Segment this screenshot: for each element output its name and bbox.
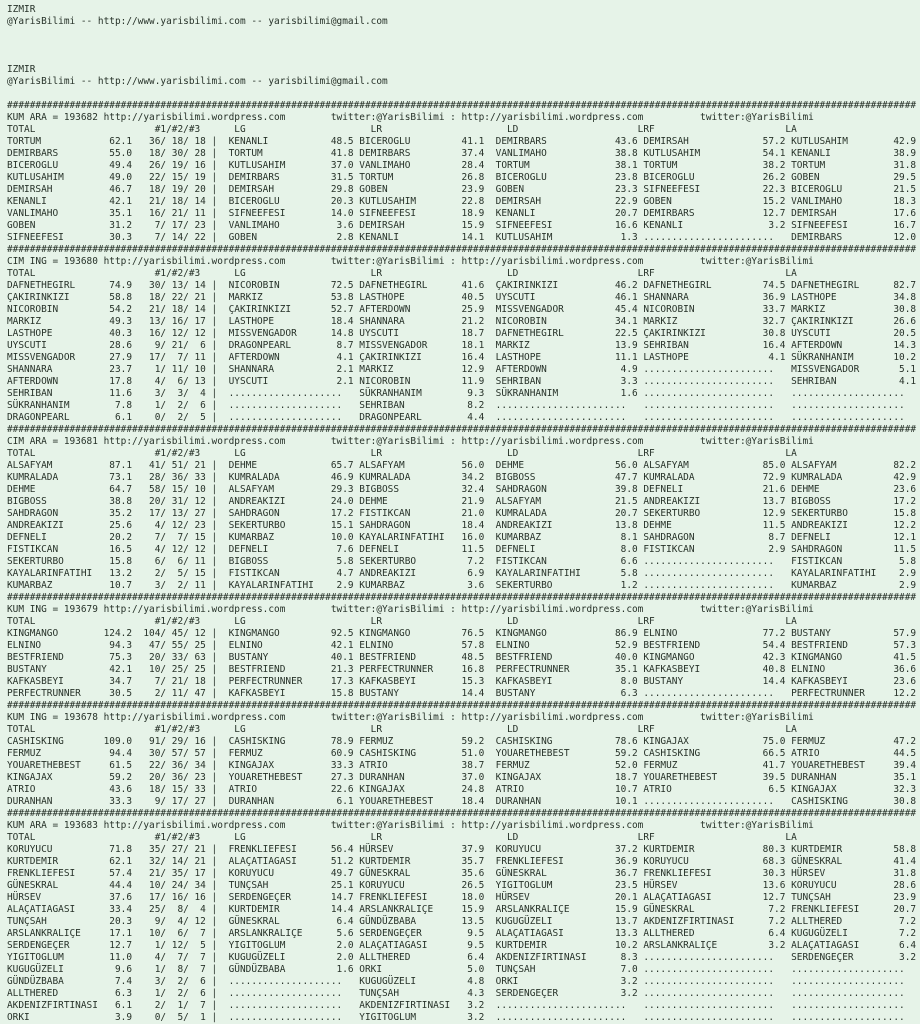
stats-row: BIGBOSS 38.8 20/ 31/ 12 | ANDREAKIZI 24.0 DEHME 21.9 ALSAFYAM 21.5 ANDREAKIZI 13.7 BIGBOSS 17.2 [7, 496, 917, 507]
stats-row: MISSVENGADOR 27.9 17/ 7/ 11 | AFTERDOWN 4.1 ÇAKIRINKIZI 16.4 LASTHOPE 11.1 LASTHOPE 4.1 SÜKRANHANIM 10.2 [7, 352, 917, 363]
column-header: TOTAL #1/#2/#3 LG LR LD LRF LA [7, 448, 797, 459]
masthead-city: IZMIR [7, 4, 36, 15]
stats-row: NICOROBIN 54.2 21/ 18/ 14 | ÇAKIRINKIZI 52.7 AFTERDOWN 25.9 MISSVENGADOR 45.4 NICOROBIN 33.7 MARKIZ 30.8 [7, 304, 917, 315]
masthead-contact: @YarisBilimi -- http://www.yarisbilimi.com -- yarisbilimi@gmail.com [7, 16, 388, 27]
stats-row: UYSCUTI 28.6 9/ 21/ 6 | DRAGONPEARL 8.7 MISSVENGADOR 18.1 MARKIZ 13.9 SEHRIBAN 16.4 AFTERDOWN 14.3 [7, 340, 917, 351]
stats-row: CASHISKING 109.0 91/ 29/ 16 | CASHISKING 78.9 FERMUZ 59.2 CASHISKING 78.6 KINGAJAX 75.0 FERMUZ 47.2 [7, 736, 917, 747]
stats-row: ORKI 3.9 0/ 5/ 1 | .................... YIGITOGLUM 3.2 ....................... ....................... .................... [7, 1012, 917, 1023]
stats-row: ATRIO 43.6 18/ 15/ 33 | ATRIO 22.6 KINGAJAX 24.8 ATRIO 10.7 ATRIO 6.5 KINGAJAX 32.3 [7, 784, 917, 795]
stats-row: KAFKASBEYI 34.7 7/ 21/ 18 | PERFECTRUNNER 17.3 KAFKASBEYI 15.3 KAFKASBEYI 8.0 BUSTANY 14.4 KAFKASBEYI 23.6 [7, 676, 917, 687]
stats-row: KINGAJAX 59.2 20/ 36/ 23 | YOUARETHEBEST 27.3 DURANHAN 37.0 KINGAJAX 18.7 YOUARETHEBEST 39.5 DURANHAN 35.1 [7, 772, 917, 783]
stats-row: BICEROGLU 49.4 26/ 19/ 16 | KUTLUSAHIM 37.0 VANLIMAHO 28.4 TORTUM 38.1 TORTUM 38.2 TORTUM 31.8 [7, 160, 917, 171]
race-section-193681 [7, 424, 920, 592]
stats-row: SÜKRANHANIM 7.8 1/ 2/ 6 | .................... SEHRIBAN 8.2 ....................... ....................... .................... [7, 400, 917, 411]
stats-row: SHANNARA 23.7 1/ 11/ 10 | SHANNARA 2.1 MARKIZ 12.9 AFTERDOWN 4.9 ....................... MISSVENGADOR 5.1 [7, 364, 917, 375]
masthead-city: IZMIR [7, 64, 36, 75]
stats-row: KAYALARINFATIHI 13.2 2/ 5/ 15 | FISTIKCAN 4.7 ANDREAKIZI 6.9 KAYALARINFATIHI 5.8 ....................... KAYALARINFATIHI 2.9 [7, 568, 917, 579]
hash-divider: ################################################################################################################################################################ [7, 424, 917, 435]
stats-row: KUMARBAZ 10.7 3/ 2/ 11 | KAYALARINFATIHI 2.9 KUMARBAZ 3.6 SEKERTURBO 1.2 ....................... KUMARBAZ 2.9 [7, 580, 917, 591]
section-header: KUM ARA = 193682 http://yarisbilimi.wordpress.com twitter:@YarisBilimi : http://yarisbilimi.wordpress.com twitter:@YarisBilimi [7, 112, 814, 123]
stats-row: SEKERTURBO 15.8 6/ 6/ 11 | BIGBOSS 5.8 SEKERTURBO 7.2 FISTIKCAN 6.6 ....................... FISTIKCAN 5.8 [7, 556, 917, 567]
stats-row: SERDENGEÇER 12.7 1/ 12/ 5 | YIGITOGLUM 2.0 ALAÇATIAGASI 9.5 KURTDEMIR 10.2 ARSLANKRALIÇE 3.2 ALAÇATIAGASI 6.4 [7, 940, 917, 951]
hash-divider: ################################################################################################################################################################ [7, 100, 917, 111]
stats-row: SEHRIBAN 11.6 3/ 3/ 4 | .................... SÜKRANHANIM 9.3 SÜKRANHANIM 1.6 ....................... .................... [7, 388, 917, 399]
stats-row: ALLTHERED 6.3 1/ 2/ 6 | .................... TUNÇSAH 4.3 SERDENGEÇER 3.2 ....................... .................... [7, 988, 917, 999]
stats-row: TORTUM 62.1 36/ 18/ 18 | KENANLI 48.5 BICEROGLU 41.1 DEMIRBARS 43.6 DEMIRSAH 57.2 KUTLUSAHIM 42.9 [7, 136, 917, 147]
section-header: KUM ING = 193678 http://yarisbilimi.wordpress.com twitter:@YarisBilimi : http://yarisbilimi.wordpress.com twitter:@YarisBilimi [7, 712, 814, 723]
stats-row: DEMIRBARS 55.0 18/ 30/ 28 | TORTUM 41.8 DEMIRBARS 37.4 VANLIMAHO 38.8 KUTLUSAHIM 54.1 KENANLI 38.9 [7, 148, 917, 159]
hash-divider: ################################################################################################################################################################ [7, 244, 917, 255]
masthead-contact: @YarisBilimi -- http://www.yarisbilimi.com -- yarisbilimi@gmail.com [7, 76, 388, 87]
stats-row: BESTFRIEND 75.3 20/ 33/ 63 | BUSTANY 40.1 BESTFRIEND 48.5 BESTFRIEND 40.0 KINGMANGO 42.3 KINGMANGO 41.5 [7, 652, 917, 663]
column-header: TOTAL #1/#2/#3 LG LR LD LRF LA [7, 616, 797, 627]
stats-row: TUNÇSAH 20.3 9/ 4/ 12 | GÜNESKRAL 6.4 GÜNDÜZBABA 13.5 KUGUGÜZELI 13.7 AKDENIZFIRTINASI 7.2 ALLTHERED 7.2 [7, 916, 917, 927]
section-header: CIM ING = 193680 http://yarisbilimi.wordpress.com twitter:@YarisBilimi : http://yarisbilimi.wordpress.com twitter:@YarisBilimi [7, 256, 814, 267]
stats-row: KUGUGÜZELI 9.6 1/ 8/ 7 | GÜNDÜZBABA 1.6 ORKI 5.0 TUNÇSAH 7.0 ....................... .................... [7, 964, 917, 975]
stats-row: DEHME 64.7 58/ 15/ 10 | ALSAFYAM 29.3 BIGBOSS 32.4 SAHDRAGON 39.8 DEFNELI 21.6 DEHME 23.6 [7, 484, 917, 495]
race-section-193683 [7, 808, 920, 1024]
stats-row: YIGITOGLUM 11.0 4/ 7/ 7 | KUGUGÜZELI 2.0 ALLTHERED 6.4 AKDENIZFIRTINASI 8.3 ....................... SERDENGEÇER 3.2 [7, 952, 917, 963]
stats-row: LASTHOPE 40.3 16/ 12/ 12 | MISSVENGADOR 14.8 UYSCUTI 18.7 DAFNETHEGIRL 22.5 ÇAKIRINKIZI 30.8 UYSCUTI 20.5 [7, 328, 917, 339]
hash-divider: ################################################################################################################################################################ [7, 592, 917, 603]
stats-row: AKDENIZFIRTINASI 6.1 2/ 1/ 7 | .................... AKDENIZFIRTINASI 3.2 ....................... ....................... .................... [7, 1000, 917, 1011]
stats-row: FERMUZ 94.4 30/ 57/ 57 | FERMUZ 60.9 CASHISKING 51.0 YOUARETHEBEST 59.2 CASHISKING 66.5 ATRIO 44.5 [7, 748, 917, 759]
stats-row: BUSTANY 42.1 10/ 25/ 25 | BESTFRIEND 21.3 PERFECTRUNNER 16.8 PERFECTRUNNER 35.1 KAFKASBEYI 40.8 ELNINO 36.6 [7, 664, 917, 675]
stats-row: ALAÇATIAGASI 33.4 25/ 8/ 4 | KURTDEMIR 14.4 ARSLANKRALIÇE 15.9 ARSLANKRALIÇE 15.9 GÜNESKRAL 7.2 FRENKLIEFESI 20.7 [7, 904, 917, 915]
column-header: TOTAL #1/#2/#3 LG LR LD LRF LA [7, 832, 797, 843]
stats-row: FISTIKCAN 16.5 4/ 12/ 12 | DEFNELI 7.6 DEFNELI 11.5 DEFNELI 8.0 FISTIKCAN 2.9 SAHDRAGON 11.5 [7, 544, 917, 555]
column-header: TOTAL #1/#2/#3 LG LR LD LRF LA [7, 724, 797, 735]
stats-row: KURTDEMIR 62.1 32/ 14/ 21 | ALAÇATIAGASI 51.2 KURTDEMIR 35.7 FRENKLIEFESI 36.9 KORUYUCU 68.3 GÜNESKRAL 41.4 [7, 856, 917, 867]
column-header: TOTAL #1/#2/#3 LG LR LD LRF LA [7, 124, 797, 135]
race-sections [7, 100, 920, 1024]
stats-row: ÇAKIRINKIZI 58.8 18/ 22/ 21 | MARKIZ 53.8 LASTHOPE 40.5 UYSCUTI 46.1 SHANNARA 36.9 LASTHOPE 34.8 [7, 292, 917, 303]
race-section-193682 [7, 100, 920, 244]
race-section-193679 [7, 592, 920, 700]
stats-row: VANLIMAHO 35.1 16/ 21/ 11 | SIFNEEFESI 14.0 SIFNEEFESI 18.9 KENANLI 20.7 DEMIRBARS 12.7 DEMIRSAH 17.6 [7, 208, 917, 219]
column-header: TOTAL #1/#2/#3 LG LR LD LRF LA [7, 268, 797, 279]
stats-row: KUTLUSAHIM 49.0 22/ 15/ 19 | DEMIRBARS 31.5 TORTUM 26.8 BICEROGLU 23.8 BICEROGLU 26.2 GOBEN 29.5 [7, 172, 917, 183]
stats-row: GÜNESKRAL 44.4 10/ 24/ 34 | TUNÇSAH 25.1 KORUYUCU 26.5 YIGITOGLUM 23.5 HÜRSEV 13.6 KORUYUCU 28.6 [7, 880, 917, 891]
stats-row: SIFNEEFESI 30.3 7/ 14/ 22 | GOBEN 2.8 KENANLI 14.1 KUTLUSAHIM 1.3 ....................... DEMIRBARS 12.0 [7, 232, 917, 243]
stats-row: GOBEN 31.2 7/ 17/ 23 | VANLIMAHO 3.6 DEMIRSAH 15.9 SIFNEEFESI 16.6 KENANLI 3.2 SIFNEEFESI 16.7 [7, 220, 917, 231]
race-section-193680 [7, 244, 920, 424]
stats-row: DRAGONPEARL 6.1 0/ 2/ 5 | .................... DRAGONPEARL 4.4 ....................... ....................... .................... [7, 412, 917, 423]
stats-row: KORUYUCU 71.8 35/ 27/ 21 | FRENKLIEFESI 56.4 HÜRSEV 37.9 KORUYUCU 37.2 KURTDEMIR 80.3 KURTDEMIR 58.8 [7, 844, 917, 855]
stats-row: SAHDRAGON 35.2 17/ 13/ 27 | SAHDRAGON 17.2 FISTIKCAN 21.0 KUMRALADA 20.7 SEKERTURBO 12.9 SEKERTURBO 15.8 [7, 508, 917, 519]
masthead-block-top [7, 4, 920, 28]
stats-row: ANDREAKIZI 25.6 4/ 12/ 23 | SEKERTURBO 15.1 SAHDRAGON 18.4 ANDREAKIZI 13.8 DEHME 11.5 ANDREAKIZI 12.2 [7, 520, 917, 531]
pre-sections-spacer [7, 88, 920, 100]
stats-row: DEFNELI 20.2 7/ 7/ 15 | KUMARBAZ 10.0 KAYALARINFATIHI 16.0 KUMARBAZ 8.1 SAHDRAGON 8.7 DEFNELI 12.1 [7, 532, 917, 543]
masthead-block-repeat [7, 64, 920, 88]
section-header: KUM ARA = 193683 http://yarisbilimi.wordpress.com twitter:@YarisBilimi : http://yarisbilimi.wordpress.com twitter:@YarisBilimi [7, 820, 814, 831]
stats-row: KINGMANGO 124.2 104/ 45/ 12 | KINGMANGO 92.5 KINGMANGO 76.5 KINGMANGO 86.9 ELNINO 77.2 BUSTANY 57.9 [7, 628, 917, 639]
stats-row: DURANHAN 33.3 9/ 17/ 27 | DURANHAN 6.1 YOUARETHEBEST 18.4 DURANHAN 10.1 ....................... CASHISKING 30.8 [7, 796, 917, 807]
stats-row: ARSLANKRALIÇE 17.1 10/ 6/ 7 | ARSLANKRALIÇE 5.6 SERDENGEÇER 9.5 ALAÇATIAGASI 13.3 ALLTHERED 6.4 KUGUGÜZELI 7.2 [7, 928, 917, 939]
stats-row: KENANLI 42.1 21/ 18/ 14 | BICEROGLU 20.3 KUTLUSAHIM 22.8 DEMIRSAH 22.9 GOBEN 15.2 VANLIMAHO 18.3 [7, 196, 917, 207]
stats-row: KUMRALADA 73.1 28/ 36/ 33 | KUMRALADA 46.9 KUMRALADA 34.2 BIGBOSS 47.7 KUMRALADA 72.9 KUMRALADA 42.9 [7, 472, 917, 483]
masthead-spacer [7, 28, 920, 64]
stats-row: AFTERDOWN 17.8 4/ 6/ 13 | UYSCUTI 2.1 NICOROBIN 11.9 SEHRIBAN 3.3 ....................... SEHRIBAN 4.1 [7, 376, 917, 387]
stats-row: FRENKLIEFESI 57.4 21/ 35/ 17 | KORUYUCU 49.7 GÜNESKRAL 35.6 GÜNESKRAL 36.7 FRENKLIEFESI 30.3 HÜRSEV 31.8 [7, 868, 917, 879]
hash-divider: ################################################################################################################################################################ [7, 808, 917, 819]
stats-row: GÜNDÜZBABA 7.4 3/ 2/ 6 | .................... KUGUGÜZELI 4.8 ORKI 3.2 ....................... .................... [7, 976, 917, 987]
stats-row: ALSAFYAM 87.1 41/ 51/ 21 | DEHME 65.7 ALSAFYAM 56.0 DEHME 56.0 ALSAFYAM 85.0 ALSAFYAM 82.2 [7, 460, 917, 471]
stats-row: PERFECTRUNNER 30.5 2/ 11/ 47 | KAFKASBEYI 15.8 BUSTANY 14.4 BUSTANY 6.3 ....................... PERFECTRUNNER 12.2 [7, 688, 917, 699]
hash-divider: ################################################################################################################################################################ [7, 700, 917, 711]
section-header: KUM ING = 193679 http://yarisbilimi.wordpress.com twitter:@YarisBilimi : http://yarisbilimi.wordpress.com twitter:@YarisBilimi [7, 604, 814, 615]
stats-row: DAFNETHEGIRL 74.9 30/ 13/ 14 | NICOROBIN 72.5 DAFNETHEGIRL 41.6 ÇAKIRINKIZI 46.2 DAFNETHEGIRL 74.5 DAFNETHEGIRL 82.7 [7, 280, 917, 291]
stats-row: HÜRSEV 37.6 17/ 16/ 16 | SERDENGEÇER 14.7 FRENKLIEFESI 18.0 HÜRSEV 20.1 ALAÇATIAGASI 12.7 TUNÇSAH 23.9 [7, 892, 917, 903]
stats-row: ELNINO 94.3 47/ 55/ 25 | ELNINO 42.1 ELNINO 57.8 ELNINO 52.9 BESTFRIEND 54.4 BESTFRIEND 57.3 [7, 640, 917, 651]
stats-row: YOUARETHEBEST 61.5 22/ 36/ 34 | KINGAJAX 33.3 ATRIO 38.7 FERMUZ 52.0 FERMUZ 41.7 YOUARETHEBEST 39.4 [7, 760, 917, 771]
stats-row: DEMIRSAH 46.7 18/ 19/ 20 | DEMIRSAH 29.8 GOBEN 23.9 GOBEN 23.3 SIFNEEFESI 22.3 BICEROGLU 21.5 [7, 184, 917, 195]
stats-row: MARKIZ 49.3 13/ 16/ 17 | LASTHOPE 18.4 SHANNARA 21.2 NICOROBIN 34.1 MARKIZ 32.7 ÇAKIRINKIZI 26.6 [7, 316, 917, 327]
section-header: CIM ARA = 193681 http://yarisbilimi.wordpress.com twitter:@YarisBilimi : http://yarisbilimi.wordpress.com twitter:@YarisBilimi [7, 436, 814, 447]
race-section-193678 [7, 700, 920, 808]
